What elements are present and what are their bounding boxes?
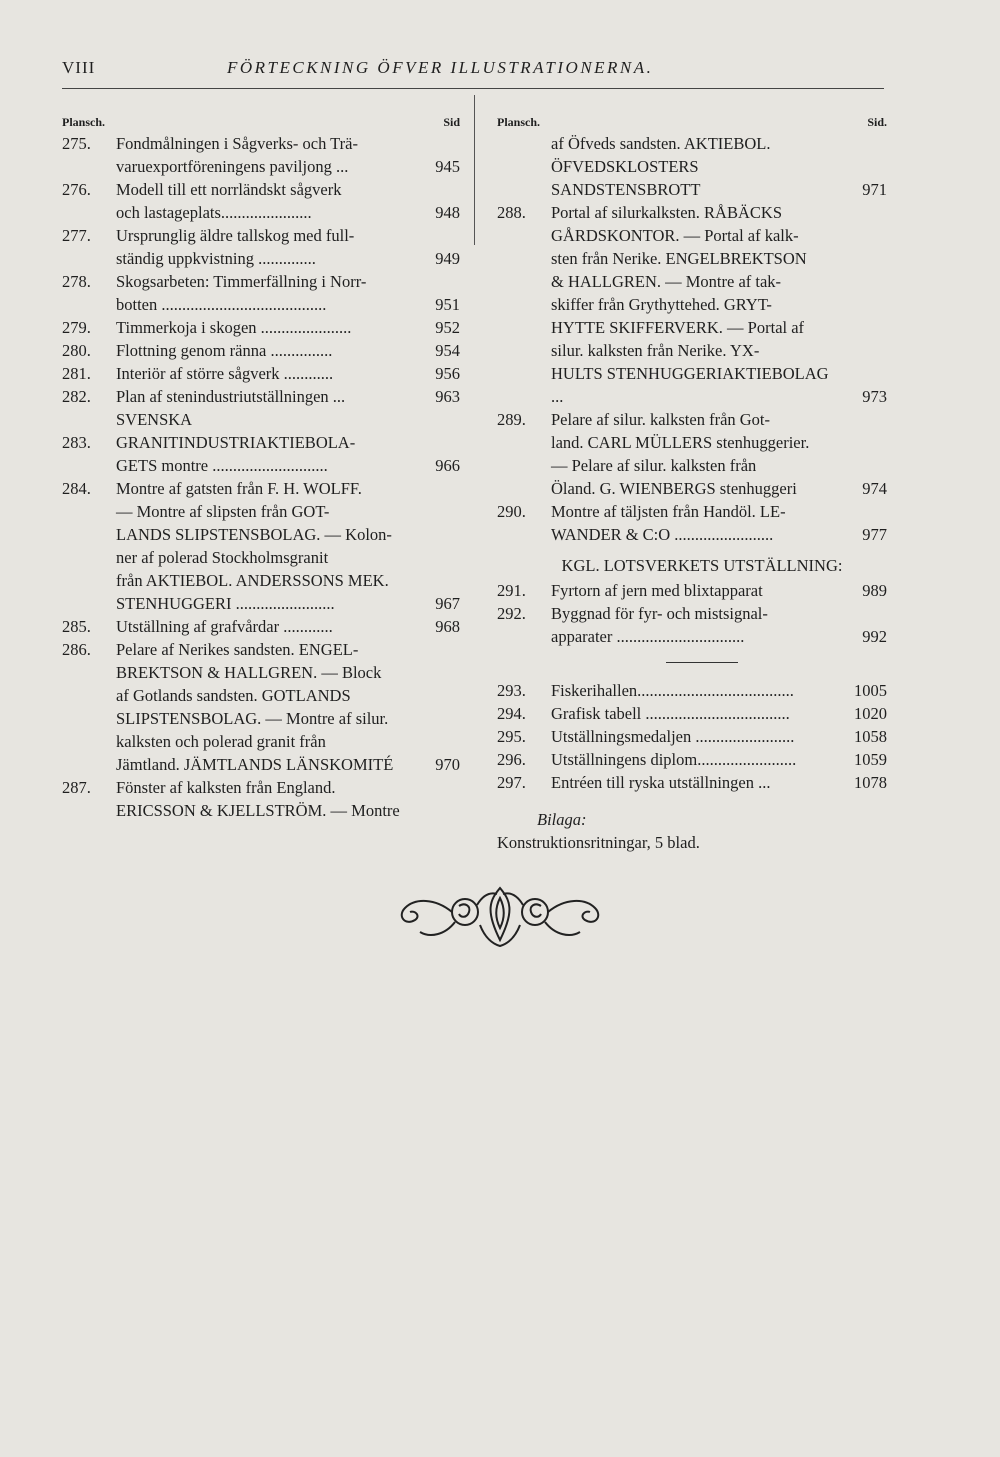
- entry-line: [497, 339, 887, 362]
- plate-number: 281.: [62, 364, 91, 383]
- plansch-label: Plansch.: [497, 115, 541, 129]
- entry-line: [62, 615, 460, 638]
- entry-line: [497, 293, 887, 316]
- page-title: FÖRTECKNING ÖFVER ILLUSTRATIONERNA.: [227, 58, 654, 77]
- entry-text: botten ........................................: [116, 295, 327, 314]
- entry-line: [497, 224, 887, 247]
- page-ref: 971: [862, 180, 887, 199]
- page-ref: 989: [862, 581, 887, 600]
- plate-number: 282.: [62, 387, 91, 406]
- entry-text: och lastageplats......................: [116, 203, 312, 222]
- entry-text: Fiskerihallen......................................: [551, 681, 794, 700]
- entry-text: kalksten och polerad granit från: [116, 732, 326, 751]
- entry-text: & HALLGREN. — Montre af tak-: [551, 272, 782, 291]
- page-ref: 963: [435, 387, 460, 406]
- sid-label: Sid.: [867, 115, 887, 129]
- entry-text: HYTTE SKIFFERVERK. — Portal af: [551, 318, 805, 337]
- entry-text: SLIPSTENSBOLAG. — Montre af silur.: [116, 709, 389, 728]
- page-ref: 945: [435, 157, 460, 176]
- entry-text: Montre af täljsten från Handöl. LE-: [551, 502, 786, 521]
- header-rule: [62, 88, 884, 89]
- entry-text: LANDS SLIPSTENSBOLAG. — Kolon-: [116, 525, 392, 544]
- plate-number: 291.: [497, 581, 526, 600]
- plansch-label: Plansch.: [62, 115, 106, 129]
- page-ref: 973: [862, 387, 887, 406]
- entry-line: [497, 247, 887, 270]
- entry-text: GETS montre ............................: [116, 456, 328, 475]
- entry-text: Utställningens diplom........................: [551, 750, 797, 769]
- plate-number: 277.: [62, 226, 91, 245]
- plate-number: 289.: [497, 410, 526, 429]
- right-column: [497, 112, 887, 854]
- entry-line: [497, 579, 887, 602]
- entry-text: Portal af silurkalksten. RÅBÄCKS: [551, 203, 782, 222]
- entry-text: Grafisk tabell ...................................: [551, 704, 790, 723]
- plate-number: 296.: [497, 750, 526, 769]
- page-ref: 949: [435, 249, 460, 268]
- section-title: KGL. LOTSVERKETS UTSTÄLLNING:: [561, 556, 843, 575]
- entry-line: [497, 748, 887, 771]
- entry-text: skiffer från Grythyttehed. GRYT-: [551, 295, 772, 314]
- ornament-icon: [385, 880, 615, 950]
- entry-text: Byggnad för fyr- och mistsignal-: [551, 604, 768, 623]
- plate-number: 290.: [497, 502, 526, 521]
- entry-text: Modell till ett norrländskt sågverk: [116, 180, 342, 199]
- entry-line: [62, 247, 460, 270]
- page-ref: 977: [862, 525, 887, 544]
- entry-text: — Pelare af silur. kalksten från: [551, 456, 757, 475]
- page-ref: 970: [435, 755, 460, 774]
- entry-text: WANDER & C:O ........................: [551, 525, 774, 544]
- plate-number: 278.: [62, 272, 91, 291]
- entry-text: Flottning genom ränna ...............: [116, 341, 333, 360]
- entry-text: Montre af gatsten från F. H. WOLFF.: [116, 479, 362, 498]
- left-column-head: [62, 112, 460, 132]
- page-ref: 1058: [854, 727, 887, 746]
- entry-text: Ursprunglig äldre tallskog med full-: [116, 226, 355, 245]
- entry-line: [62, 684, 460, 707]
- entry-line: [497, 771, 887, 794]
- entry-line: [62, 477, 460, 500]
- page-ref: 1020: [854, 704, 887, 723]
- bilaga-text: Konstruktionsritningar, 5 blad.: [497, 833, 700, 852]
- page-ref: 1059: [854, 750, 887, 769]
- entry-text: land. CARL MÜLLERS stenhuggerier.: [551, 433, 810, 452]
- entry-text: silur. kalksten från Nerike. YX-: [551, 341, 760, 360]
- entry-text: — Montre af slipsten från GOT-: [116, 502, 330, 521]
- plate-number: 293.: [497, 681, 526, 700]
- entry-line: [62, 661, 460, 684]
- entry-text: Fönster af kalksten från England.: [116, 778, 336, 797]
- entry-text: GÅRDSKONTOR. — Portal af kalk-: [551, 226, 799, 245]
- page-ref: 968: [435, 617, 460, 636]
- right-column-head: [497, 112, 887, 132]
- page-ref: 951: [435, 295, 460, 314]
- plate-number: 279.: [62, 318, 91, 337]
- entry-line: [62, 523, 460, 546]
- page-ref: 954: [435, 341, 460, 360]
- entry-line: [62, 316, 460, 339]
- page-ref: 966: [435, 456, 460, 475]
- entry-line: [497, 431, 887, 454]
- entry-line: [62, 707, 460, 730]
- plate-number: 294.: [497, 704, 526, 723]
- plate-number: 295.: [497, 727, 526, 746]
- bilaga-label: Bilaga:: [537, 810, 587, 829]
- entry-line: [62, 592, 460, 615]
- plate-number: 287.: [62, 778, 91, 797]
- entry-line: [62, 546, 460, 569]
- left-column: [62, 112, 460, 822]
- entry-text: ÖFVEDSKLOSTERS SANDSTENSBROTT: [551, 157, 701, 199]
- continued-entry: [497, 132, 887, 201]
- entry-line: [62, 799, 460, 822]
- entry-line: [497, 316, 887, 339]
- entry-line: [497, 362, 887, 408]
- entry-text: Öland. G. WIENBERGS stenhuggeri: [551, 479, 797, 498]
- entry-line: [497, 477, 887, 500]
- entry-line: [62, 454, 460, 477]
- column-divider: [474, 95, 475, 245]
- entry-line: [497, 523, 887, 546]
- entry-line: [62, 569, 460, 592]
- page-ref: 948: [435, 203, 460, 222]
- plate-number: 292.: [497, 604, 526, 623]
- entry-text: BREKTSON & HALLGREN. — Block: [116, 663, 382, 682]
- entry-text: Plan af stenindustriutställningen ...: [116, 387, 346, 406]
- plate-number: 283.: [62, 433, 91, 452]
- entry-line: [497, 500, 887, 523]
- final-entry-list: [497, 679, 887, 794]
- entry-line: [497, 408, 887, 431]
- entry-line: [62, 500, 460, 523]
- entry-line: [497, 679, 887, 702]
- entry-line: [62, 201, 460, 224]
- entry-text: varuexportföreningens paviljong ...: [116, 157, 349, 176]
- entry-text: Timmerkoja i skogen ......................: [116, 318, 352, 337]
- entry-line: [62, 132, 460, 155]
- entry-line: [497, 702, 887, 725]
- entry-text: Interiör af större sågverk ............: [116, 364, 334, 383]
- page-ref: 1005: [854, 681, 887, 700]
- entry-text: Jämtland. JÄMTLANDS LÄNSKOMITÉ: [116, 755, 394, 774]
- entry-line: [62, 270, 460, 293]
- page-ref: 974: [862, 479, 887, 498]
- entry-line: [62, 293, 460, 316]
- sid-label: Sid: [443, 115, 460, 129]
- entry-text: Pelare af silur. kalksten från Got-: [551, 410, 771, 429]
- page-ref: 952: [435, 318, 460, 337]
- entry-text: Utställning af grafvårdar ............: [116, 617, 333, 636]
- entry-text: af Öfveds sandsten. AKTIEBOL.: [551, 134, 771, 153]
- plate-number: 297.: [497, 773, 526, 792]
- entry-text: Skogsarbeten: Timmerfällning i Norr-: [116, 272, 367, 291]
- entry-text: ner af polerad Stockholmsgranit: [116, 548, 329, 567]
- plate-number: 284.: [62, 479, 91, 498]
- entry-line: [62, 753, 460, 776]
- entry-text: från AKTIEBOL. ANDERSSONS MEK.: [116, 571, 389, 590]
- entry-line: [497, 270, 887, 293]
- entry-line: [497, 625, 887, 648]
- entry-line: [62, 408, 460, 454]
- plate-number: 286.: [62, 640, 91, 659]
- entry-text: Entréen till ryska utställningen ...: [551, 773, 771, 792]
- entry-line: [497, 155, 887, 201]
- entry-line: [497, 725, 887, 748]
- plate-number: 288.: [497, 203, 526, 222]
- plate-number: 285.: [62, 617, 91, 636]
- entry-text: Fondmålningen i Sågverks- och Trä-: [116, 134, 358, 153]
- plate-number: 275.: [62, 134, 91, 153]
- entry-text: STENHUGGERI ........................: [116, 594, 335, 613]
- entry-text: Utställningsmedaljen ........................: [551, 727, 795, 746]
- page-ref: 956: [435, 364, 460, 383]
- entry-line: [62, 224, 460, 247]
- entry-text: sten från Nerike. ENGELBREKTSON: [551, 249, 807, 268]
- entry-text: ständig uppkvistning ..............: [116, 249, 316, 268]
- entry-text: SVENSKA GRANITINDUSTRIAKTIEBOLA-: [116, 410, 356, 452]
- entry-text: af Gotlands sandsten. GOTLANDS: [116, 686, 351, 705]
- entry-line: [497, 132, 887, 155]
- entry-text: Pelare af Nerikes sandsten. ENGEL-: [116, 640, 359, 659]
- page-number: VIII: [62, 58, 96, 77]
- entry-line: [62, 385, 460, 408]
- entry-text: HULTS STENHUGGERIAKTIEBOLAG ...: [551, 364, 829, 406]
- entry-line: [497, 602, 887, 625]
- plate-number: 276.: [62, 180, 91, 199]
- entry-text: apparater ...............................: [551, 627, 745, 646]
- page-ref: 1078: [854, 773, 887, 792]
- plate-number: 280.: [62, 341, 91, 360]
- entry-text: ERICSSON & KJELLSTRÖM. — Montre: [116, 801, 400, 820]
- section-entry-list: [497, 579, 887, 648]
- entry-line: [62, 730, 460, 753]
- entry-line: [62, 362, 460, 385]
- entry-line: [62, 638, 460, 661]
- entry-line: [62, 776, 460, 799]
- entry-text: Fyrtorn af jern med blixtapparat: [551, 581, 763, 600]
- page-ref: 967: [435, 594, 460, 613]
- section-rule: [666, 662, 738, 663]
- page-header: [62, 58, 882, 86]
- entry-line: [62, 178, 460, 201]
- right-entry-list: [497, 201, 887, 546]
- entry-line: [497, 201, 887, 224]
- entry-line: [62, 155, 460, 178]
- left-entry-list: [62, 132, 460, 822]
- entry-line: [497, 454, 887, 477]
- page-ref: 992: [862, 627, 887, 646]
- entry-line: [62, 339, 460, 362]
